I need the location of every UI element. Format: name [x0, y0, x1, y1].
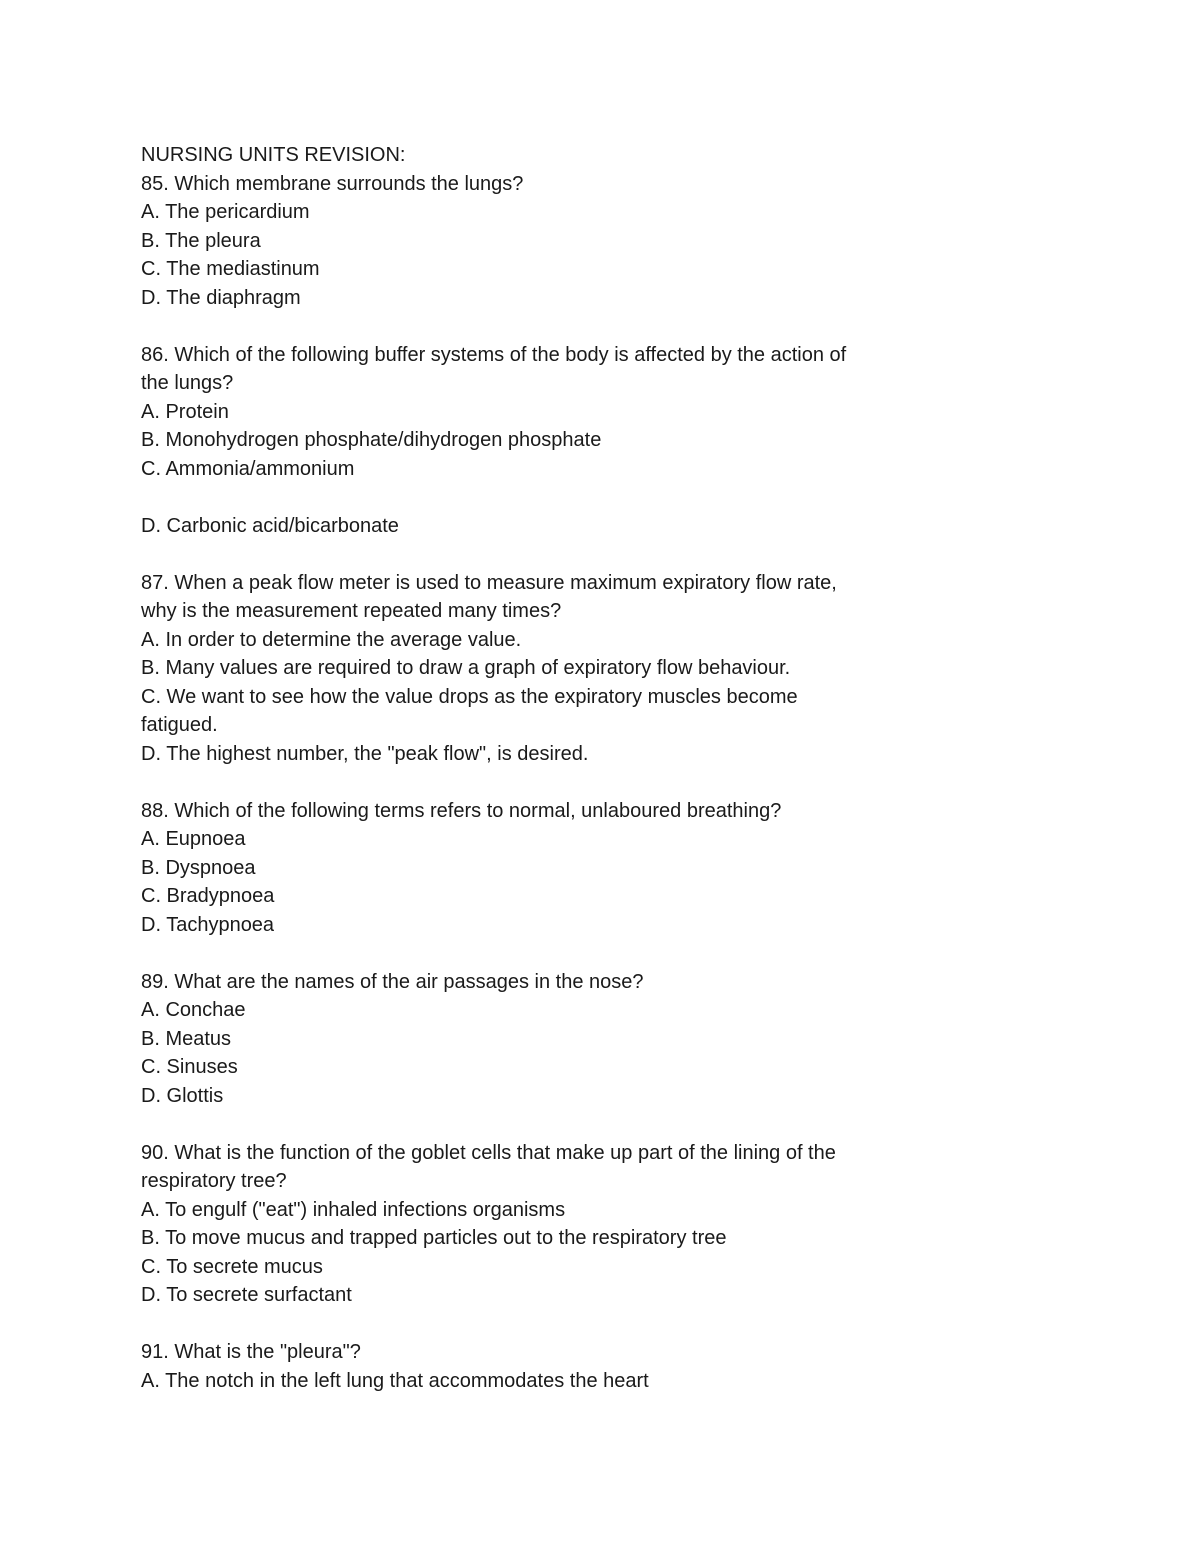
- question-87-option-d: D. The highest number, the "peak flow", is desired.: [141, 742, 589, 765]
- question-90-option-a: A. To engulf ("eat") inhaled infections organisms: [141, 1198, 566, 1221]
- question-91-option-a: A. The notch in the left lung that accommodates the heart: [141, 1369, 649, 1392]
- question-87-text: 87. When a peak flow meter is used to measure maximum expiratory flow rate,: [141, 571, 837, 594]
- question-88-option-a: A. Eupnoea: [141, 828, 246, 850]
- question-89-option-d: D. Glottis: [141, 1084, 224, 1107]
- question-89-text: 89. What are the names of the air passages in the nose?: [141, 970, 644, 993]
- question-90-option-d: D. To secrete surfactant: [141, 1284, 352, 1306]
- question-86-text: 86. Which of the following buffer systems of the body is affected by the action of: [141, 343, 847, 366]
- question-88-option-b: B. Dyspnoea: [141, 856, 256, 879]
- question-88-option-c: C. Bradypnoea: [141, 885, 275, 907]
- question-86-option-a: A. Protein: [141, 400, 229, 423]
- question-85-option-c: C. The mediastinum: [141, 258, 320, 280]
- question-89-option-b: B. Meatus: [141, 1027, 232, 1050]
- blank-line: [141, 1110, 941, 1139]
- blank-line: [141, 483, 941, 512]
- question-90-option-c: C. To secrete mucus: [141, 1255, 323, 1278]
- blank-line: [141, 540, 941, 569]
- question-90-option-b: B. To move mucus and trapped particles out to the respiratory tree: [141, 1227, 727, 1249]
- question-87-text-cont: why is the measurement repeated many times?: [141, 600, 562, 622]
- question-87-option-c: C. We want to see how the value drops as the expiratory muscles become: [141, 685, 798, 708]
- question-89-option-a: A. Conchae: [141, 999, 246, 1021]
- question-90-text: 90. What is the function of the goblet cells that make up part of the lining of the: [141, 1141, 836, 1164]
- question-85-option-b: B. The pleura: [141, 229, 261, 252]
- question-89-option-c: C. Sinuses: [141, 1056, 238, 1078]
- question-88-text: 88. Which of the following terms refers to normal, unlaboured breathing?: [141, 799, 782, 822]
- question-86-option-d: D. Carbonic acid/bicarbonate: [141, 514, 399, 537]
- question-88-option-d: D. Tachypnoea: [141, 913, 275, 936]
- document-heading: NURSING UNITS REVISION:: [141, 144, 406, 166]
- question-86-text-cont: the lungs?: [141, 372, 234, 394]
- blank-line: [141, 768, 941, 797]
- document-page: [141, 141, 941, 1395]
- question-85-option-d: D. The diaphragm: [141, 286, 301, 309]
- question-86-option-b: B. Monohydrogen phosphate/dihydrogen phosphate: [141, 429, 602, 451]
- question-87-option-c-cont: fatigued.: [141, 714, 218, 736]
- blank-line: [141, 1310, 941, 1339]
- question-90-text-cont: respiratory tree?: [141, 1170, 287, 1192]
- blank-line: [141, 939, 941, 968]
- question-86-option-c: C. Ammonia/ammonium: [141, 457, 355, 480]
- question-85-option-a: A. The pericardium: [141, 201, 310, 223]
- blank-line: [141, 312, 941, 341]
- question-91-text: 91. What is the "pleura"?: [141, 1341, 361, 1363]
- question-85-text: 85. Which membrane surrounds the lungs?: [141, 172, 524, 195]
- question-87-option-b: B. Many values are required to draw a graph of expiratory flow behaviour.: [141, 657, 791, 679]
- question-87-option-a: A. In order to determine the average value.: [141, 628, 522, 651]
